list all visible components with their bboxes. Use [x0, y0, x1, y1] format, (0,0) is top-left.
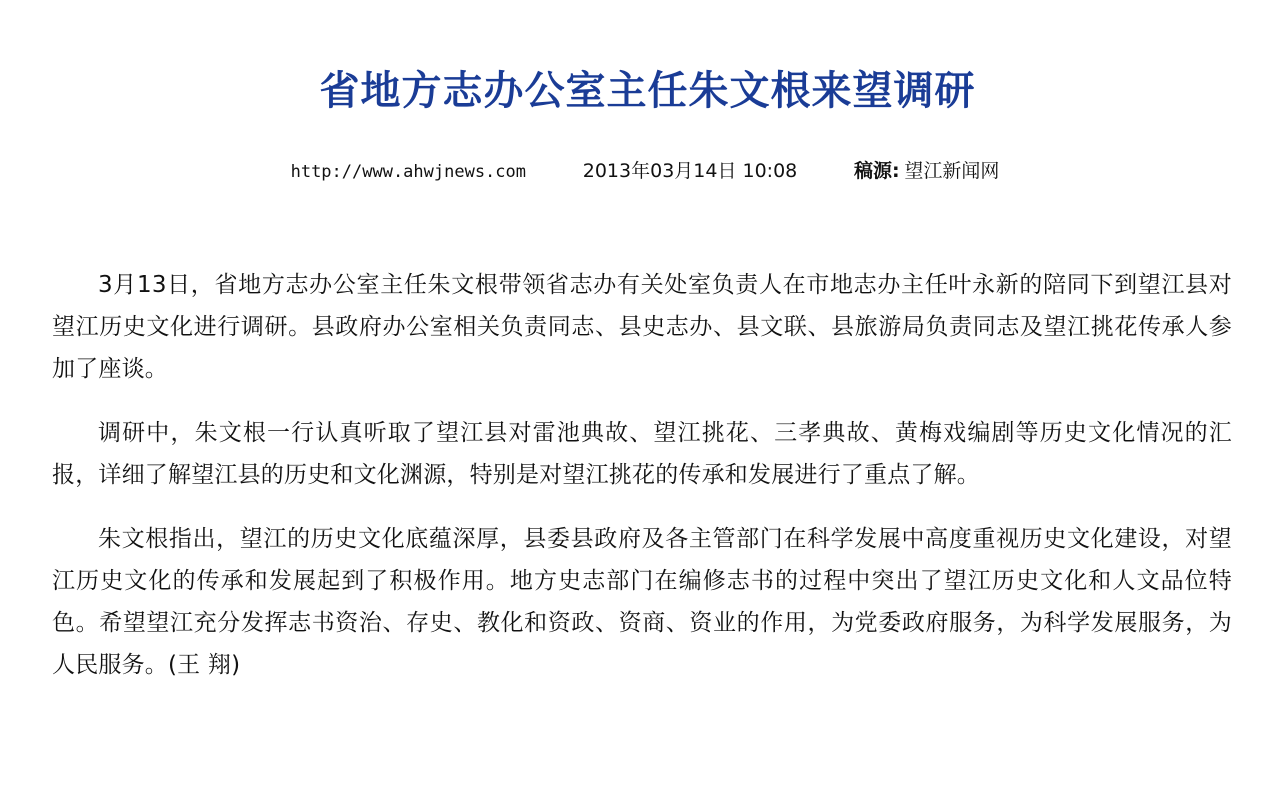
- article-paragraph: 3月13日，省地方志办公室主任朱文根带领省志办有关处室负责人在市地志办主任叶永新的陪同下到望江县对望江历史文化进行调研。县政府办公室相关负责同志、县史志办、县文联、县旅游局负责同志及望江挑花传承人参加了座谈。: [52, 272, 1232, 382]
- article-paragraph: 调研中，朱文根一行认真听取了望江县对雷池典故、望江挑花、三孝典故、黄梅戏编剧等历史文化情况的汇报，详细了解望江县的历史和文化渊源，特别是对望江挑花的传承和发展进行了重点了解。: [52, 420, 1232, 488]
- source-name: 望江新闻网: [904, 160, 1000, 182]
- source-label: 稿源:: [854, 160, 900, 182]
- article-meta: [0, 156, 1280, 183]
- article-body: [52, 264, 1232, 708]
- source-url: http://www.ahwjnews.com: [290, 162, 526, 182]
- article-paragraph: 朱文根指出，望江的历史文化底蕴深厚，县委县政府及各主管部门在科学发展中高度重视历史文化建设，对望江历史文化的传承和发展起到了积极作用。地方史志部门在编修志书的过程中突出了望江历史文化和人文品位特色。希望望江充分发挥志书资治、存史、教化和资政、资商、资业的作用，为党委政府服务，为科学发展服务，为人民服务。(王 翔): [52, 526, 1232, 678]
- article-title: 省地方志办公室主任朱文根来望调研: [319, 66, 976, 114]
- publish-datetime: 2013年03月14日 10:08: [582, 160, 798, 182]
